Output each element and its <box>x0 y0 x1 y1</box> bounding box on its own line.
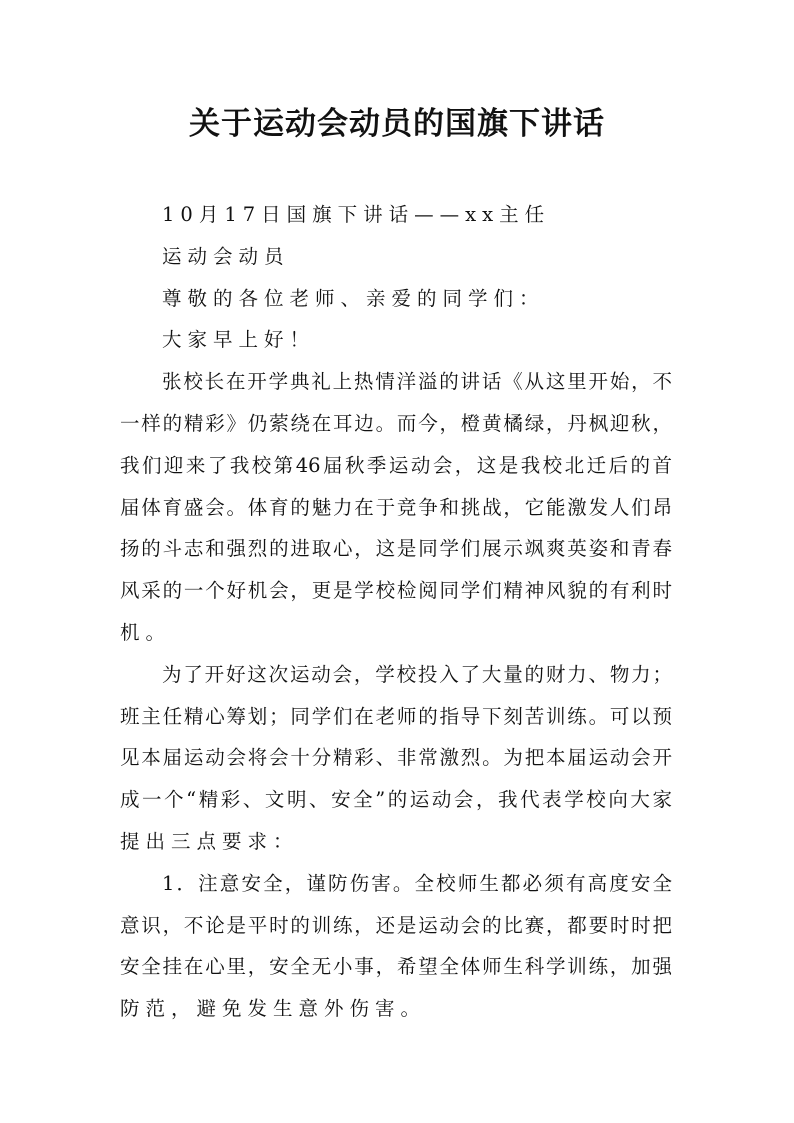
paragraph <box>120 319 672 361</box>
document-title: 关于运动会动员的国旗下讲话 <box>189 106 605 142</box>
text-line: 班主任精心筹划；同学们在老师的指导下刻苦训练。可以预 <box>120 704 672 728</box>
paragraph <box>120 361 672 654</box>
text-line: 见本届运动会将会十分精彩、非常激烈。为把本届运动会开 <box>120 746 672 770</box>
text-line: 一样的精彩》仍萦绕在耳边。而今，橙黄橘绿，丹枫迎秋， <box>120 411 672 435</box>
text-line: 提出三点要求： <box>120 829 299 853</box>
text-line: 意识，不论是平时的训练，还是运动会的比赛，都要时时把 <box>120 913 672 937</box>
paragraph <box>120 236 672 278</box>
text-line: 1．注意安全，谨防伤害。全校师生都必须有高度安全 <box>162 871 672 895</box>
text-line: 届体育盛会。体育的魅力在于竞争和挑战，它能激发人们昂 <box>120 495 672 519</box>
text-line: 风采的一个好机会，更是学校检阅同学们精神风貌的有利时 <box>120 579 672 603</box>
text-line: 成一个“精彩、文明、安全”的运动会，我代表学校向大家 <box>120 788 672 812</box>
text-line: 防范，避免发生意外伤害。 <box>120 997 427 1021</box>
text-line: 10月17日国旗下讲话——xx主任 <box>162 203 551 226</box>
paragraph <box>120 863 672 1030</box>
paragraph <box>120 654 672 863</box>
text-line: 张校长在开学典礼上热情洋溢的讲话《从这里开始，不 <box>162 370 672 394</box>
text-line: 尊敬的各位老师、亲爱的同学们： <box>162 286 545 310</box>
text-line: 扬的斗志和强烈的进取心，这是同学们展示飒爽英姿和青春 <box>120 537 672 561</box>
text-line: 运动会动员 <box>162 244 290 268</box>
paragraph <box>120 194 672 236</box>
text-line: 安全挂在心里，安全无小事，希望全体师生科学训练，加强 <box>120 955 672 979</box>
text-line: 机。 <box>120 620 172 644</box>
text-line: 大家早上好！ <box>162 328 316 352</box>
text-line: 为了开好这次运动会，学校投入了大量的财力、物力； <box>162 662 672 686</box>
paragraph <box>120 278 672 320</box>
document-body <box>120 194 672 1030</box>
text-line: 我们迎来了我校第46届秋季运动会，这是我校北迁后的首 <box>120 453 672 477</box>
